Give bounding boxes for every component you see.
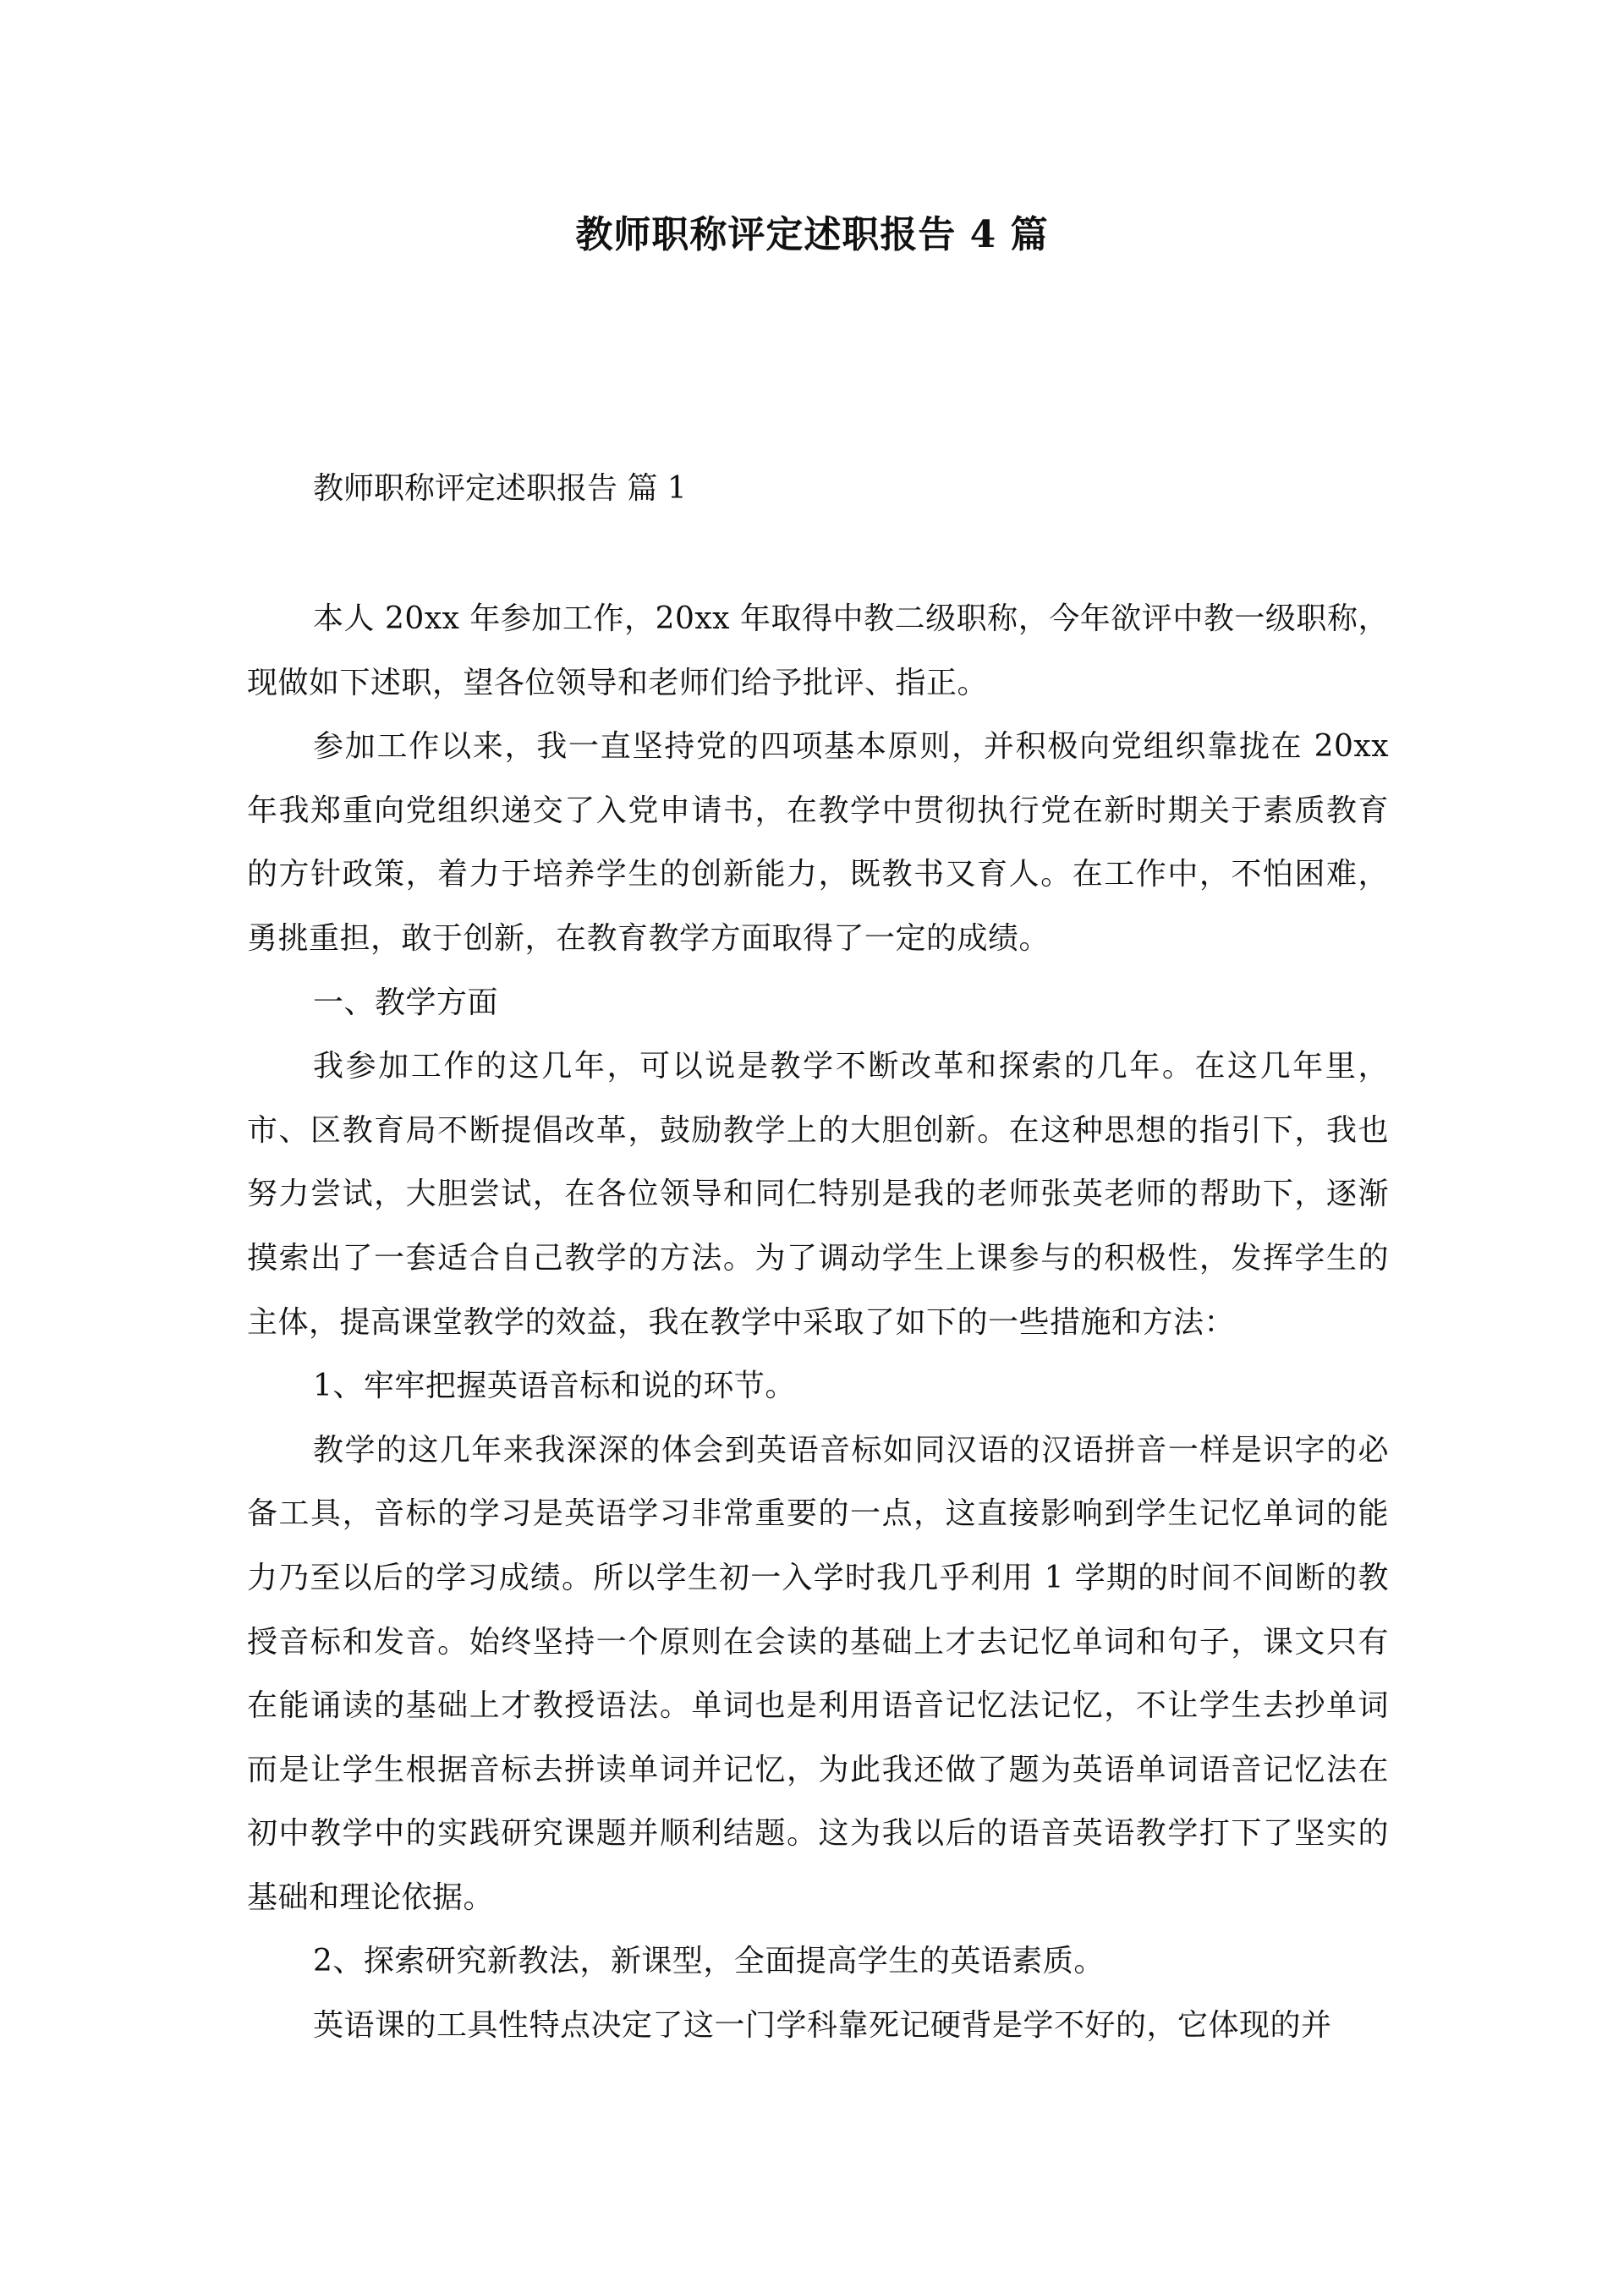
paragraph-teaching-reform: 我参加工作的这几年，可以说是教学不断改革和探索的几年。在这几年里，市、区教育局不断提倡改革，鼓励教学上的大胆创新。在这种思想的指引下，我也努力尝试，大胆尝试，在各位领导和同仁特别是我的老师张英老师的帮助下，逐渐摸索出了一套适合自己教学的方法。为了调动学生上课参与的积极性，发挥学生的主体，提高课堂教学的效益，我在教学中采取了如下的一些措施和方法： bbox=[247, 1049, 1389, 1340]
paragraph-english-course: 英语课的工具性特点决定了这一门学科靠死记硬背是学不好的，它体现的并 bbox=[313, 2008, 1332, 2044]
section-heading: 教师职称评定述职报告 篇 1 bbox=[313, 471, 687, 506]
document-body bbox=[247, 587, 1389, 2058]
paragraph-phonetics: 教学的这几年来我深深的体会到英语音标如同汉语的汉语拼音一样是识字的必备工具，音标的学习是英语学习非常重要的一点，这直接影响到学生记忆单词的能力乃至以后的学习成绩。所以学生初一入学时我几乎利用 1 学期的时间不间断的教授音标和发音。始终坚持一个原则在会读的基础上才去记忆单词和句子，课文只有在能诵读的基础上才教授语法。单词也是利用语音记忆法记忆，不让学生去抄单词而是让学生根据音标去拼读单词并记忆，为此我还做了题为英语单词语音记忆法在初中教学中的实践研究课题并顺利结题。这为我以后的语音英语教学打下了坚实的基础和理论依据。 bbox=[247, 1432, 1389, 1915]
paragraph-intro: 本人 20xx 年参加工作，20xx 年取得中教二级职称，今年欲评中教一级职称，现做如下述职，望各位领导和老师们给予批评、指正。 bbox=[247, 601, 1389, 700]
list-item-2: 2、探索研究新教法，新课型，全面提高学生的英语素质。 bbox=[313, 1944, 1105, 1979]
list-item-1: 1、牢牢把握英语音标和说的环节。 bbox=[313, 1369, 796, 1404]
subheading-teaching: 一、教学方面 bbox=[313, 985, 499, 1020]
paragraph-political: 参加工作以来，我一直坚持党的四项基本原则，并积极向党组织靠拢在 20xx 年我郑重向党组织递交了入党申请书，在教学中贯彻执行党在新时期关于素质教育的方针政策，着力于培养学生的创新能力，既教书又育人。在工作中，不怕困难，勇挑重担，敢于创新，在教育教学方面取得了一定的成绩。 bbox=[247, 729, 1389, 956]
document-title: 教师职称评定述职报告 4 篇 bbox=[575, 213, 1049, 256]
